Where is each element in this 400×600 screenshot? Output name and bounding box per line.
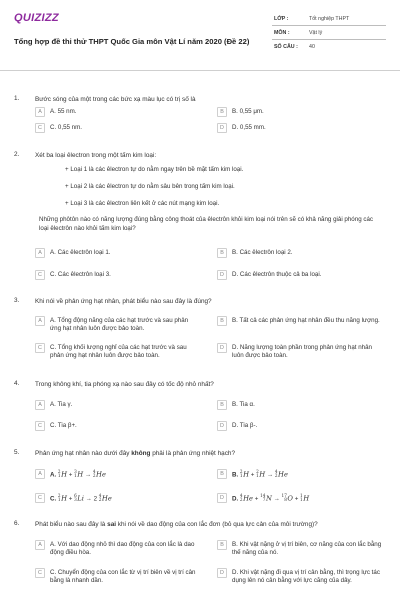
question-text-emphasis: sai (107, 521, 117, 528)
question-1 (14, 95, 386, 135)
element-symbol: He (243, 494, 254, 503)
option-letter: C (35, 421, 45, 431)
option-letter: B (217, 107, 227, 117)
mass-number: 4 (239, 493, 243, 498)
option-letter: A (35, 316, 45, 326)
option-letter: A (35, 469, 45, 479)
nuclide (275, 470, 288, 479)
option-letter: C (35, 343, 45, 353)
question-text: Bước sóng của một trong các bức xạ màu lục có trị số là (35, 96, 196, 103)
element-symbol: H (61, 470, 68, 479)
question-number: 4. (14, 380, 20, 387)
option-text: A. Với dao động nhỏ thì dao động của con lắc là dao động điều hòa. (50, 541, 195, 556)
option-letter: D (217, 568, 227, 578)
element-symbol: H (259, 470, 266, 479)
option-letter: A (35, 248, 45, 258)
equation-operator: → 2 (83, 495, 99, 503)
question-number: 2. (14, 151, 20, 158)
question-subline: + Loại 2 là các êlectron tự do nằm sâu bên trong tấm kim loại. (65, 183, 235, 190)
element-symbol: He (278, 470, 288, 479)
element-symbol: H (61, 494, 68, 503)
option-text: A. Các êlectrôn loại 1. (50, 249, 111, 256)
question-subline: + Loại 3 là các êlectron liên kết ở các nút mạng kim loại. (65, 200, 220, 207)
atomic-number: 1 (57, 473, 61, 479)
meta-table (272, 12, 386, 54)
option-text: C. Tổng khối lượng nghỉ của các hạt trước và sau phản ứng hạt nhân luôn được bảo toàn. (50, 344, 187, 359)
option-text: D. 0,55 mm. (232, 124, 266, 131)
question-6 (14, 520, 386, 595)
question-text (35, 520, 385, 529)
page-title: Tổng hợp đề thi thử THPT Quốc Gia môn Vật Lí năm 2020 (Đề 22) (14, 37, 250, 46)
question-3 (14, 297, 386, 367)
question-number: 1. (14, 95, 20, 102)
mass-number: 3 (74, 469, 77, 474)
option-letter: B (217, 469, 227, 479)
option-letter: B (217, 316, 227, 326)
element-symbol: He (96, 470, 106, 479)
equation-operator: + (249, 471, 257, 479)
question-text-part: khi nói về dao động của con lắc đơn (bỏ qua lực cản của môi trường)? (116, 521, 318, 528)
option-letter: A (35, 400, 45, 410)
atomic-number: 2 (92, 473, 96, 479)
mass-number: 4 (98, 493, 102, 498)
atomic-number: 7 (262, 497, 266, 503)
question-text: Xét ba loại êlectron trong một tấm kim loại: (35, 152, 157, 159)
mass-number: 2 (57, 469, 61, 474)
mass-number: 14 (260, 493, 266, 498)
atomic-number: 2 (239, 497, 243, 503)
option-text: B. Khi vật nặng ở vị trí biên, cơ năng của con lắc bằng thế năng của nó. (232, 541, 382, 556)
question-text-part: Phát biểu nào sau đây là (35, 521, 108, 528)
question-text-part: phải là phản ứng nhiệt hạch? (150, 450, 236, 457)
quizizz-logo: QUIZIZZ (14, 12, 59, 24)
option-prefix: C. (50, 495, 58, 503)
meta-row-count (272, 40, 386, 54)
nuclide (240, 470, 249, 479)
element-symbol: O (287, 494, 293, 503)
option-letter: B (217, 248, 227, 258)
question-text (35, 449, 385, 458)
element-symbol: N (265, 494, 272, 503)
option-text: A. 55 nm. (50, 108, 77, 115)
atomic-number: 3 (74, 497, 77, 503)
nuclide (240, 494, 253, 503)
equation-operator: + (67, 495, 75, 503)
option-letter: C (35, 123, 45, 133)
nuclide (74, 470, 83, 479)
nuclide (282, 494, 293, 503)
meta-label: LỚP : (274, 15, 289, 22)
question-text: Khi nói về phản ứng hạt nhân, phát biểu nào sau đây là đúng? (35, 298, 212, 305)
element-symbol: He (101, 494, 112, 503)
mass-number: 1 (300, 493, 303, 498)
equation-operator: → (83, 471, 93, 479)
meta-value: Vật lý (309, 29, 323, 36)
atomic-number: 1 (239, 473, 243, 479)
meta-row-subject (272, 26, 386, 40)
question-extra: Những phôtôn nào có năng lượng đúng bằng công thoát của êlectrôn khỏi kim loại nói trên sẽ có khả năng giải phóng các loại êlectrôn nào khỏi tấm kim loại? (39, 216, 373, 232)
option-letter: C (35, 493, 45, 503)
option-letter: D (217, 343, 227, 353)
question-number: 5. (14, 449, 20, 456)
atomic-number: 2 (98, 497, 102, 503)
option-text: A. Tia γ. (50, 401, 73, 408)
mass-number: 2 (256, 469, 259, 474)
element-symbol: H (243, 470, 250, 479)
option-equation (232, 470, 382, 479)
option-text: C. 0,55 nm. (50, 124, 82, 131)
meta-value: Tốt nghiệp THPT (309, 15, 350, 22)
option-text: C. Chuyển động của con lắc từ vị trí biên về vị trí cân bằng là nhanh dần. (50, 569, 196, 584)
option-prefix: B. (232, 471, 240, 479)
question-4 (14, 380, 386, 430)
option-letter: D (217, 123, 227, 133)
option-text: D. Tia β-. (232, 422, 258, 429)
option-equation (232, 494, 382, 503)
option-prefix: D. (232, 495, 240, 503)
option-text: A. Tổng động năng của các hạt trước và sau phản ứng hạt nhân luôn được bảo toàn. (50, 317, 189, 332)
question-text-part: Phản ứng hạt nhân nào dưới đây (35, 450, 132, 457)
option-equation (50, 494, 200, 503)
question-number: 3. (14, 297, 20, 304)
option-text: B. Các êlectrôn loại 2. (232, 249, 293, 256)
mass-number: 17 (281, 493, 287, 498)
atomic-number: 1 (300, 497, 303, 503)
question-2 (14, 151, 386, 281)
option-equation (50, 470, 200, 479)
equation-operator: + (67, 471, 75, 479)
option-text: B. Tia α. (232, 401, 255, 408)
option-letter: D (217, 421, 227, 431)
element-symbol: Li (77, 494, 84, 503)
option-text: D. Các êlectrôn thuộc cả ba loại. (232, 271, 322, 278)
header-divider (0, 70, 400, 71)
mass-number: 4 (274, 469, 278, 474)
question-subline: + Loại 1 là các êlectron tự do nằm ngay trên bề mặt tấm kim loại. (65, 166, 244, 173)
equation-operator: → (265, 471, 275, 479)
equation-operator: + (292, 495, 301, 503)
nuclide (58, 494, 67, 503)
option-text: D. Khi vật nặng đi qua vị trí cân bằng, thì trọng lực tác dụng lên nó cân bằng với lực căng của dây. (232, 569, 380, 584)
mass-number: 2 (239, 469, 243, 474)
option-text: B. 0,55 μm. (232, 108, 264, 115)
worksheet-header (14, 12, 386, 62)
option-letter: D (217, 493, 227, 503)
option-letter: C (35, 270, 45, 280)
option-text: C. Các êlectrôn loại 3. (50, 271, 111, 278)
element-symbol: H (303, 494, 310, 503)
nuclide (58, 470, 67, 479)
option-letter: C (35, 568, 45, 578)
nuclide (300, 494, 309, 503)
question-text: Trong không khí, tia phóng xạ nào sau đây có tốc độ nhỏ nhất? (35, 381, 214, 388)
atomic-number: 1 (57, 497, 61, 503)
option-text: C. Tia β+. (50, 422, 77, 429)
question-text-emphasis: không (131, 450, 151, 457)
question-number: 6. (14, 520, 20, 527)
option-letter: A (35, 107, 45, 117)
option-letter: B (217, 400, 227, 410)
question-5 (14, 449, 386, 509)
element-symbol: H (77, 470, 84, 479)
atomic-number: 2 (274, 473, 278, 479)
mass-number: 2 (57, 493, 61, 498)
equation-operator: + (253, 495, 261, 503)
meta-label: MÔN : (274, 29, 290, 36)
option-text: B. Tất cả các phản ứng hạt nhân đều thu năng lượng. (232, 317, 380, 324)
nuclide (74, 494, 84, 503)
atomic-number: 8 (284, 497, 287, 503)
meta-value: 40 (309, 44, 315, 50)
option-prefix: A. (50, 471, 58, 479)
equation-operator: → (271, 495, 282, 503)
mass-number: 6 (74, 493, 77, 498)
atomic-number: 1 (74, 473, 77, 479)
option-text: D. Năng lượng toàn phần trong phản ứng hạt nhân luôn được bảo toàn. (232, 344, 372, 359)
atomic-number: 1 (256, 473, 259, 479)
option-letter: B (217, 540, 227, 550)
meta-row-class (272, 12, 386, 26)
nuclide (99, 494, 112, 503)
nuclide (93, 470, 106, 479)
meta-label: SỐ CÂU : (274, 44, 298, 50)
nuclide (256, 470, 265, 479)
option-letter: D (217, 270, 227, 280)
nuclide (260, 494, 272, 503)
option-letter: A (35, 540, 45, 550)
mass-number: 4 (92, 469, 96, 474)
